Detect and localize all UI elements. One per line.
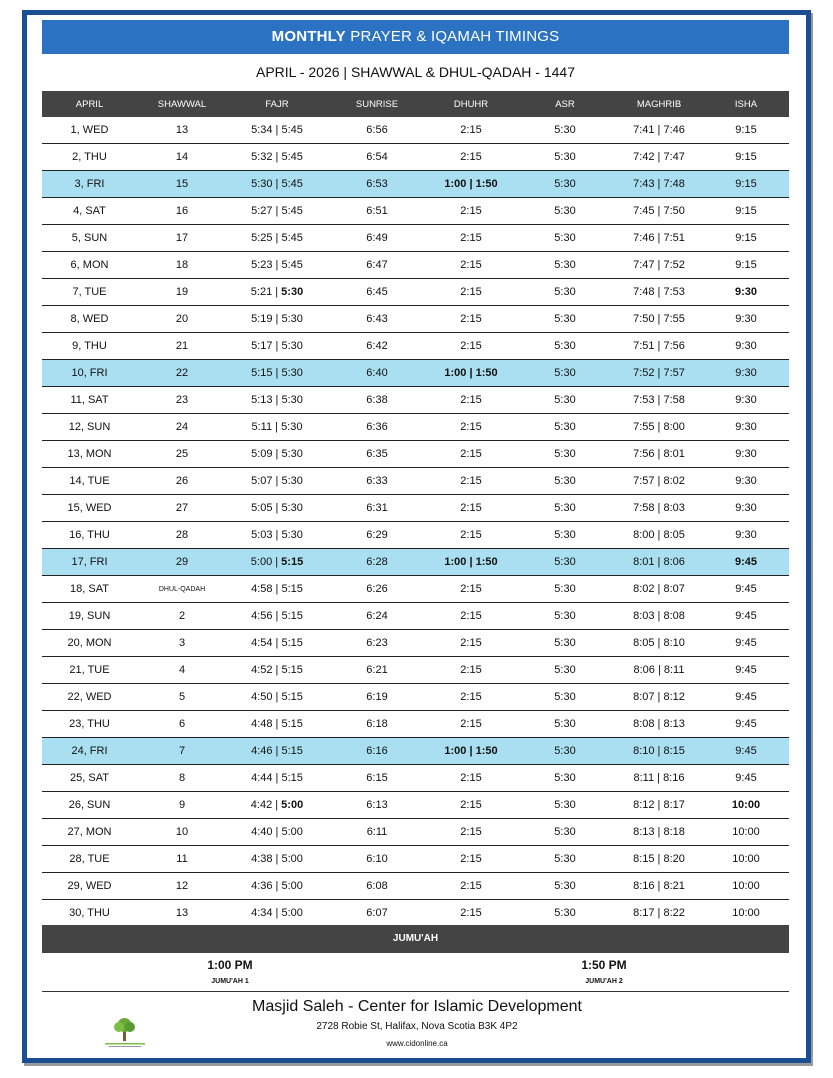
- fajr-cell: 5:17 | 5:30: [227, 333, 327, 360]
- asr-cell: 5:30: [515, 765, 615, 792]
- asr-cell: 5:30: [515, 279, 615, 306]
- jumuah-2-time: 1:50 PM: [581, 958, 627, 972]
- sunrise-cell: 6:21: [327, 657, 427, 684]
- fajr-cell: 4:34 | 5:00: [227, 900, 327, 927]
- fajr-cell: 5:27 | 5:45: [227, 198, 327, 225]
- fajr-cell: 5:00 | 5:15: [227, 549, 327, 576]
- fajr-cell: 4:58 | 5:15: [227, 576, 327, 603]
- sunrise-cell: 6:47: [327, 252, 427, 279]
- day-cell: 20, MON: [42, 630, 137, 657]
- fajr-iqamah-change: 5:30: [281, 286, 304, 298]
- fajr-cell: 5:23 | 5:45: [227, 252, 327, 279]
- fajr-cell: 4:36 | 5:00: [227, 873, 327, 900]
- dhuhr-cell: 2:15: [427, 468, 515, 495]
- maghrib-cell: 7:47 | 7:52: [615, 252, 703, 279]
- sunrise-cell: 6:18: [327, 711, 427, 738]
- day-cell: 18, SAT: [42, 576, 137, 603]
- day-cell: 25, SAT: [42, 765, 137, 792]
- jumuah-1-time: 1:00 PM: [207, 958, 253, 972]
- maghrib-cell: 7:55 | 8:00: [615, 414, 703, 441]
- isha-cell: 10:00: [703, 792, 789, 819]
- dhuhr-cell: 2:15: [427, 225, 515, 252]
- col-header: SHAWWAL: [137, 91, 227, 117]
- org-address: 2728 Robie St, Halifax, Nova Scotia B3K 4P2: [316, 1021, 518, 1032]
- day-cell: 4, SAT: [42, 198, 137, 225]
- isha-cell: 9:30: [703, 495, 789, 522]
- maghrib-cell: 8:03 | 8:08: [615, 603, 703, 630]
- hijri-cell: 2: [137, 603, 227, 630]
- maghrib-cell: 7:45 | 7:50: [615, 198, 703, 225]
- dhuhr-cell: 2:15: [427, 333, 515, 360]
- asr-cell: 5:30: [515, 576, 615, 603]
- hijri-cell: 11: [137, 846, 227, 873]
- asr-cell: 5:30: [515, 711, 615, 738]
- day-cell: 24, FRI: [42, 738, 137, 765]
- day-cell: 26, SUN: [42, 792, 137, 819]
- fajr-iqamah-change: 5:15: [281, 556, 304, 568]
- maghrib-cell: 8:15 | 8:20: [615, 846, 703, 873]
- dhuhr-cell: 2:15: [427, 603, 515, 630]
- asr-cell: 5:30: [515, 819, 615, 846]
- fajr-cell: 5:13 | 5:30: [227, 387, 327, 414]
- day-cell: 17, FRI: [42, 549, 137, 576]
- dhuhr-cell: 2:15: [427, 306, 515, 333]
- asr-cell: 5:30: [515, 333, 615, 360]
- table-row: [42, 468, 789, 495]
- dhuhr-cell: 2:15: [427, 522, 515, 549]
- sunrise-cell: 6:11: [327, 819, 427, 846]
- sunrise-cell: 6:43: [327, 306, 427, 333]
- isha-cell: 9:45: [703, 630, 789, 657]
- asr-cell: 5:30: [515, 252, 615, 279]
- table-row: [42, 387, 789, 414]
- dhuhr-cell: 2:15: [427, 252, 515, 279]
- sunrise-cell: 6:28: [327, 549, 427, 576]
- sunrise-cell: 6:31: [327, 495, 427, 522]
- table-row: [42, 657, 789, 684]
- fajr-cell: 5:21 | 5:30: [227, 279, 327, 306]
- asr-cell: 5:30: [515, 306, 615, 333]
- sunrise-cell: 6:16: [327, 738, 427, 765]
- table-row: [42, 117, 789, 144]
- day-cell: 2, THU: [42, 144, 137, 171]
- day-cell: 1, WED: [42, 117, 137, 144]
- isha-cell: 9:30: [703, 360, 789, 387]
- dhuhr-cell: 2:15: [427, 495, 515, 522]
- hijri-cell: 3: [137, 630, 227, 657]
- asr-cell: 5:30: [515, 549, 615, 576]
- sunrise-cell: 6:35: [327, 441, 427, 468]
- hijri-cell: 29: [137, 549, 227, 576]
- sunrise-cell: 6:51: [327, 198, 427, 225]
- asr-cell: 5:30: [515, 441, 615, 468]
- hijri-cell: 4: [137, 657, 227, 684]
- isha-cell: 9:45: [703, 765, 789, 792]
- maghrib-cell: 7:58 | 8:03: [615, 495, 703, 522]
- sunrise-cell: 6:15: [327, 765, 427, 792]
- isha-cell: 9:30: [703, 387, 789, 414]
- col-header: ISHA: [703, 91, 789, 117]
- asr-cell: 5:30: [515, 522, 615, 549]
- table-row: [42, 738, 789, 765]
- sunrise-cell: 6:07: [327, 900, 427, 927]
- table-row: [42, 198, 789, 225]
- isha-cell: 9:45: [703, 738, 789, 765]
- col-header: APRIL: [42, 91, 137, 117]
- fajr-cell: 5:30 | 5:45: [227, 171, 327, 198]
- isha-cell: 10:00: [703, 900, 789, 927]
- hijri-cell: DHUL-QADAH: [137, 576, 227, 603]
- isha-cell: 9:45: [703, 603, 789, 630]
- maghrib-cell: 8:00 | 8:05: [615, 522, 703, 549]
- dhuhr-cell: 2:15: [427, 873, 515, 900]
- hijri-cell: 21: [137, 333, 227, 360]
- sunrise-cell: 6:56: [327, 117, 427, 144]
- dhuhr-cell: 2:15: [427, 819, 515, 846]
- hijri-cell: 18: [137, 252, 227, 279]
- asr-cell: 5:30: [515, 657, 615, 684]
- org-name: Masjid Saleh - Center for Islamic Development: [252, 998, 582, 1015]
- hijri-cell: 25: [137, 441, 227, 468]
- isha-cell: 9:30: [703, 441, 789, 468]
- maghrib-cell: 8:12 | 8:17: [615, 792, 703, 819]
- table-row: [42, 522, 789, 549]
- fajr-cell: 4:46 | 5:15: [227, 738, 327, 765]
- day-cell: 12, SUN: [42, 414, 137, 441]
- dhuhr-cell: 2:15: [427, 657, 515, 684]
- day-cell: 7, TUE: [42, 279, 137, 306]
- asr-cell: 5:30: [515, 900, 615, 927]
- dhuhr-cell: 2:15: [427, 279, 515, 306]
- fajr-cell: 4:44 | 5:15: [227, 765, 327, 792]
- day-cell: 9, THU: [42, 333, 137, 360]
- sunrise-cell: 6:10: [327, 846, 427, 873]
- table-header-row: [42, 91, 789, 117]
- hijri-cell: 5: [137, 684, 227, 711]
- day-cell: 19, SUN: [42, 603, 137, 630]
- maghrib-cell: 8:07 | 8:12: [615, 684, 703, 711]
- hijri-cell: 12: [137, 873, 227, 900]
- dhuhr-cell: 1:00 | 1:50: [427, 360, 515, 387]
- isha-cell: 9:15: [703, 225, 789, 252]
- day-cell: 15, WED: [42, 495, 137, 522]
- hijri-cell: 28: [137, 522, 227, 549]
- hijri-cell: 27: [137, 495, 227, 522]
- asr-cell: 5:30: [515, 414, 615, 441]
- table-row: [42, 144, 789, 171]
- jumuah-header: JUMU'AH: [42, 925, 789, 953]
- isha-cell: 9:30: [703, 414, 789, 441]
- asr-cell: 5:30: [515, 225, 615, 252]
- month-subtitle: APRIL - 2026 | SHAWWAL & DHUL-QADAH - 1447: [256, 64, 575, 80]
- hijri-cell: 26: [137, 468, 227, 495]
- tree-logo-icon: [97, 1015, 153, 1051]
- footer-divider: [42, 991, 789, 992]
- table-row: [42, 441, 789, 468]
- table-row: [42, 900, 789, 927]
- table-row: [42, 711, 789, 738]
- dhuhr-cell: 2:15: [427, 198, 515, 225]
- day-cell: 14, TUE: [42, 468, 137, 495]
- asr-cell: 5:30: [515, 198, 615, 225]
- table-row: [42, 630, 789, 657]
- asr-cell: 5:30: [515, 468, 615, 495]
- asr-cell: 5:30: [515, 117, 615, 144]
- fajr-cell: 4:42 | 5:00: [227, 792, 327, 819]
- dhuhr-cell: 2:15: [427, 846, 515, 873]
- sunrise-cell: 6:19: [327, 684, 427, 711]
- table-row: [42, 684, 789, 711]
- col-header: DHUHR: [427, 91, 515, 117]
- hijri-cell: 8: [137, 765, 227, 792]
- sunrise-cell: 6:40: [327, 360, 427, 387]
- asr-cell: 5:30: [515, 603, 615, 630]
- isha-cell: 10:00: [703, 846, 789, 873]
- dhuhr-cell: 2:15: [427, 630, 515, 657]
- sunrise-cell: 6:42: [327, 333, 427, 360]
- dhuhr-cell: 2:15: [427, 900, 515, 927]
- fajr-cell: 5:25 | 5:45: [227, 225, 327, 252]
- sunrise-cell: 6:26: [327, 576, 427, 603]
- maghrib-cell: 7:51 | 7:56: [615, 333, 703, 360]
- maghrib-cell: 8:01 | 8:06: [615, 549, 703, 576]
- fajr-cell: 5:11 | 5:30: [227, 414, 327, 441]
- isha-cell: 9:30: [703, 279, 789, 306]
- asr-cell: 5:30: [515, 738, 615, 765]
- table-row: [42, 333, 789, 360]
- maghrib-cell: 7:52 | 7:57: [615, 360, 703, 387]
- hijri-cell: 13: [137, 900, 227, 927]
- isha-cell: 9:15: [703, 144, 789, 171]
- day-cell: 5, SUN: [42, 225, 137, 252]
- asr-cell: 5:30: [515, 387, 615, 414]
- col-header: ASR: [515, 91, 615, 117]
- fajr-cell: 4:38 | 5:00: [227, 846, 327, 873]
- isha-cell: 9:30: [703, 306, 789, 333]
- col-header: MAGHRIB: [615, 91, 703, 117]
- day-cell: 8, WED: [42, 306, 137, 333]
- isha-cell: 9:45: [703, 576, 789, 603]
- isha-cell: 9:15: [703, 171, 789, 198]
- table-row: [42, 414, 789, 441]
- day-cell: 16, THU: [42, 522, 137, 549]
- sunrise-cell: 6:49: [327, 225, 427, 252]
- isha-cell: 9:45: [703, 711, 789, 738]
- day-cell: 22, WED: [42, 684, 137, 711]
- isha-cell: 9:45: [703, 684, 789, 711]
- timetable-frame: [22, 10, 811, 1063]
- table-row: [42, 549, 789, 576]
- fajr-cell: 5:09 | 5:30: [227, 441, 327, 468]
- hijri-cell: 14: [137, 144, 227, 171]
- sunrise-cell: 6:13: [327, 792, 427, 819]
- maghrib-cell: 7:50 | 7:55: [615, 306, 703, 333]
- sunrise-cell: 6:29: [327, 522, 427, 549]
- table-row: [42, 360, 789, 387]
- fajr-cell: 4:56 | 5:15: [227, 603, 327, 630]
- day-cell: 23, THU: [42, 711, 137, 738]
- hijri-cell: 7: [137, 738, 227, 765]
- fajr-cell: 4:54 | 5:15: [227, 630, 327, 657]
- col-header: SUNRISE: [327, 91, 427, 117]
- asr-cell: 5:30: [515, 495, 615, 522]
- table-row: [42, 576, 789, 603]
- dhuhr-cell: 1:00 | 1:50: [427, 549, 515, 576]
- hijri-cell: 10: [137, 819, 227, 846]
- dhuhr-cell: 2:15: [427, 117, 515, 144]
- day-cell: 10, FRI: [42, 360, 137, 387]
- isha-cell: 9:45: [703, 549, 789, 576]
- day-cell: 27, MON: [42, 819, 137, 846]
- maghrib-cell: 7:46 | 7:51: [615, 225, 703, 252]
- jumuah-1-label: JUMU'AH 1: [211, 978, 249, 985]
- table-row: [42, 495, 789, 522]
- hijri-cell: 13: [137, 117, 227, 144]
- title-bold: MONTHLY: [271, 28, 346, 45]
- table-body: [42, 117, 789, 927]
- day-cell: 21, TUE: [42, 657, 137, 684]
- dhuhr-cell: 2:15: [427, 792, 515, 819]
- fajr-cell: 4:52 | 5:15: [227, 657, 327, 684]
- isha-cell: 9:30: [703, 333, 789, 360]
- table-row: [42, 792, 789, 819]
- sunrise-cell: 6:54: [327, 144, 427, 171]
- isha-cell: 9:30: [703, 522, 789, 549]
- fajr-iqamah-change: 5:00: [281, 799, 304, 811]
- maghrib-cell: 8:06 | 8:11: [615, 657, 703, 684]
- maghrib-cell: 8:13 | 8:18: [615, 819, 703, 846]
- maghrib-cell: 7:56 | 8:01: [615, 441, 703, 468]
- sunrise-cell: 6:24: [327, 603, 427, 630]
- hijri-cell: 20: [137, 306, 227, 333]
- isha-cell: 9:15: [703, 198, 789, 225]
- table-row: [42, 873, 789, 900]
- dhuhr-cell: 2:15: [427, 765, 515, 792]
- asr-cell: 5:30: [515, 846, 615, 873]
- maghrib-cell: 8:02 | 8:07: [615, 576, 703, 603]
- maghrib-cell: 8:08 | 8:13: [615, 711, 703, 738]
- maghrib-cell: 7:43 | 7:48: [615, 171, 703, 198]
- dhuhr-cell: 1:00 | 1:50: [427, 171, 515, 198]
- isha-cell: 10:00: [703, 819, 789, 846]
- hijri-cell: 19: [137, 279, 227, 306]
- asr-cell: 5:30: [515, 144, 615, 171]
- col-header: FAJR: [227, 91, 327, 117]
- fajr-cell: 4:50 | 5:15: [227, 684, 327, 711]
- dhuhr-cell: 2:15: [427, 576, 515, 603]
- sunrise-cell: 6:36: [327, 414, 427, 441]
- fajr-cell: 5:34 | 5:45: [227, 117, 327, 144]
- fajr-cell: 5:19 | 5:30: [227, 306, 327, 333]
- dhuhr-cell: 1:00 | 1:50: [427, 738, 515, 765]
- isha-cell: 10:00: [703, 873, 789, 900]
- asr-cell: 5:30: [515, 792, 615, 819]
- table-row: [42, 846, 789, 873]
- prayer-timings-table: [42, 91, 789, 927]
- hijri-cell: 9: [137, 792, 227, 819]
- dhuhr-cell: 2:15: [427, 684, 515, 711]
- table-row: [42, 171, 789, 198]
- fajr-cell: 5:15 | 5:30: [227, 360, 327, 387]
- day-cell: 29, WED: [42, 873, 137, 900]
- fajr-cell: 5:07 | 5:30: [227, 468, 327, 495]
- hijri-cell: 22: [137, 360, 227, 387]
- maghrib-cell: 7:42 | 7:47: [615, 144, 703, 171]
- hijri-cell: 24: [137, 414, 227, 441]
- sunrise-cell: 6:53: [327, 171, 427, 198]
- hijri-cell: 23: [137, 387, 227, 414]
- isha-cell: 9:15: [703, 252, 789, 279]
- asr-cell: 5:30: [515, 873, 615, 900]
- fajr-cell: 4:48 | 5:15: [227, 711, 327, 738]
- maghrib-cell: 8:05 | 8:10: [615, 630, 703, 657]
- maghrib-cell: 8:11 | 8:16: [615, 765, 703, 792]
- maghrib-cell: 8:17 | 8:22: [615, 900, 703, 927]
- fajr-cell: 5:05 | 5:30: [227, 495, 327, 522]
- isha-cell: 9:45: [703, 657, 789, 684]
- table-row: [42, 306, 789, 333]
- title-banner: [42, 20, 789, 54]
- jumuah-2-label: JUMU'AH 2: [585, 978, 623, 985]
- day-cell: 13, MON: [42, 441, 137, 468]
- asr-cell: 5:30: [515, 684, 615, 711]
- table-row: [42, 819, 789, 846]
- sunrise-cell: 6:33: [327, 468, 427, 495]
- isha-cell: 9:15: [703, 117, 789, 144]
- title-rest: PRAYER & IQAMAH TIMINGS: [350, 28, 560, 45]
- fajr-cell: 5:03 | 5:30: [227, 522, 327, 549]
- day-cell: 3, FRI: [42, 171, 137, 198]
- maghrib-cell: 7:41 | 7:46: [615, 117, 703, 144]
- maghrib-cell: 7:53 | 7:58: [615, 387, 703, 414]
- day-cell: 28, TUE: [42, 846, 137, 873]
- sunrise-cell: 6:23: [327, 630, 427, 657]
- maghrib-cell: 8:16 | 8:21: [615, 873, 703, 900]
- dhuhr-cell: 2:15: [427, 414, 515, 441]
- maghrib-cell: 7:48 | 7:53: [615, 279, 703, 306]
- asr-cell: 5:30: [515, 630, 615, 657]
- sunrise-cell: 6:08: [327, 873, 427, 900]
- hijri-cell: 17: [137, 225, 227, 252]
- fajr-cell: 5:32 | 5:45: [227, 144, 327, 171]
- asr-cell: 5:30: [515, 360, 615, 387]
- table-row: [42, 765, 789, 792]
- table-row: [42, 603, 789, 630]
- hijri-cell: 16: [137, 198, 227, 225]
- asr-cell: 5:30: [515, 171, 615, 198]
- maghrib-cell: 8:10 | 8:15: [615, 738, 703, 765]
- sunrise-cell: 6:38: [327, 387, 427, 414]
- day-cell: 6, MON: [42, 252, 137, 279]
- dhuhr-cell: 2:15: [427, 711, 515, 738]
- maghrib-cell: 7:57 | 8:02: [615, 468, 703, 495]
- dhuhr-cell: 2:15: [427, 144, 515, 171]
- dhuhr-cell: 2:15: [427, 387, 515, 414]
- table-row: [42, 225, 789, 252]
- day-cell: 11, SAT: [42, 387, 137, 414]
- hijri-cell: 6: [137, 711, 227, 738]
- fajr-cell: 4:40 | 5:00: [227, 819, 327, 846]
- table-row: [42, 252, 789, 279]
- dhuhr-cell: 2:15: [427, 441, 515, 468]
- hijri-cell: 15: [137, 171, 227, 198]
- sunrise-cell: 6:45: [327, 279, 427, 306]
- day-cell: 30, THU: [42, 900, 137, 927]
- table-row: [42, 279, 789, 306]
- org-website[interactable]: www.cidonline.ca: [386, 1039, 448, 1048]
- isha-cell: 9:30: [703, 468, 789, 495]
